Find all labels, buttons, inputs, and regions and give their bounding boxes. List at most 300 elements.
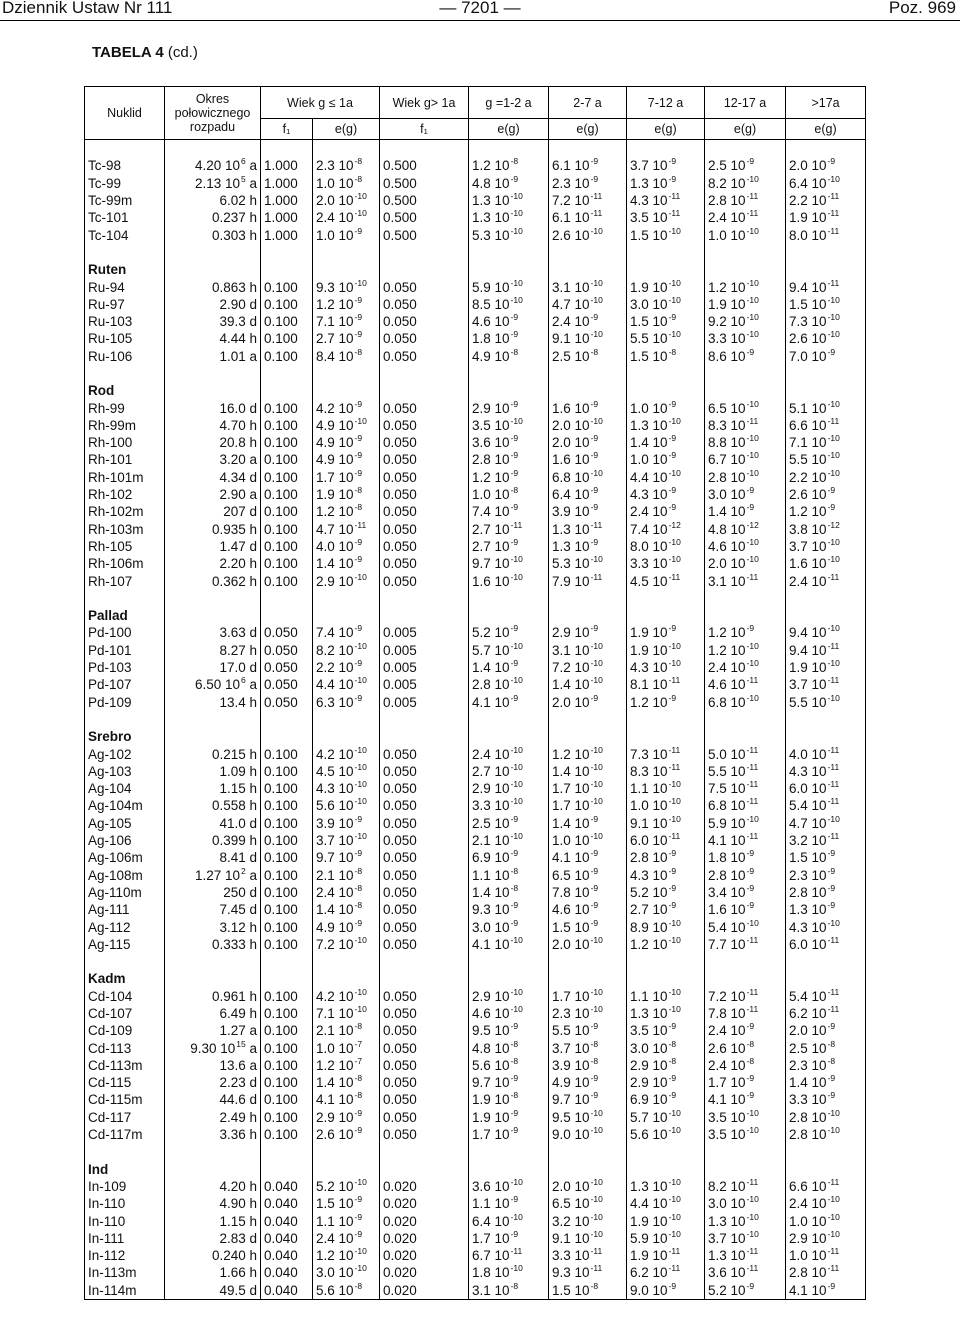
half-life-cell: 4.70 h	[165, 417, 261, 434]
table-row	[85, 192, 866, 209]
half-life-cell: 44.6 d	[165, 1091, 261, 1108]
nuclide-cell: Ag-108m	[85, 866, 165, 883]
eg-age-cell-4: 1.2 $10^{-10}$	[705, 278, 786, 295]
f1-child-cell: 0.005	[380, 676, 469, 693]
empty-cell	[627, 1161, 705, 1178]
half-life-cell: 1.15 h	[165, 780, 261, 797]
eg-age-cell-1: 4.9 $10^{-8}$	[469, 348, 549, 365]
nuclide-cell: Ag-106m	[85, 849, 165, 866]
eg-age-cell-2: 2.4 $10^{-9}$	[549, 313, 627, 330]
eg-age-cell-5: 2.2 $10^{-11}$	[786, 192, 866, 209]
f1-infant-cell: 0.100	[261, 1039, 313, 1056]
table-caption	[92, 44, 198, 61]
empty-cell	[627, 244, 705, 261]
eg-age-cell-2: 3.9 $10^{-9}$	[549, 503, 627, 520]
half-life-cell: 6.49 h	[165, 1005, 261, 1022]
eg-age-cell-1: 2.8 $10^{-10}$	[469, 676, 549, 693]
eg-age-cell-5: 4.3 $10^{-10}$	[786, 918, 866, 935]
eg-infant-cell: 4.7 $10^{-11}$	[313, 521, 380, 538]
table-row	[85, 330, 866, 347]
eg-age-cell-1: 3.0 $10^{-9}$	[469, 918, 549, 935]
empty-cell	[313, 590, 380, 607]
empty-cell	[165, 590, 261, 607]
col-okres: Okres połowicznego rozpadu	[165, 87, 261, 140]
eg-age-cell-4: 4.6 $10^{-11}$	[705, 676, 786, 693]
f1-infant-cell: 0.100	[261, 313, 313, 330]
eg-age-cell-2: 6.1 $10^{-11}$	[549, 209, 627, 226]
empty-cell	[313, 261, 380, 278]
nuclide-cell: Tc-99	[85, 175, 165, 192]
table-row	[85, 572, 866, 589]
eg-age-cell-2: 2.5 $10^{-8}$	[549, 348, 627, 365]
table-row	[85, 1230, 866, 1247]
eg-age-cell-2: 3.2 $10^{-10}$	[549, 1212, 627, 1229]
eg-age-cell-5: 1.4 $10^{-9}$	[786, 1074, 866, 1091]
nuclide-cell: Cd-113m	[85, 1057, 165, 1074]
half-life-cell: 0.863 h	[165, 278, 261, 295]
eg-age-cell-5: 6.4 $10^{-10}$	[786, 175, 866, 192]
nuclide-cell: Rh-101m	[85, 469, 165, 486]
f1-infant-cell: 0.100	[261, 1022, 313, 1039]
half-life-cell: 1.15 h	[165, 1212, 261, 1229]
empty-cell	[627, 590, 705, 607]
eg-age-cell-2: 7.2 $10^{-10}$	[549, 659, 627, 676]
eg-age-cell-1: 1.8 $10^{-10}$	[469, 1264, 549, 1281]
f1-child-cell: 0.050	[380, 434, 469, 451]
empty-cell	[313, 365, 380, 382]
eg-age-cell-5: 5.1 $10^{-10}$	[786, 399, 866, 416]
table-row	[85, 175, 866, 192]
f1-child-cell: 0.050	[380, 832, 469, 849]
eg-age-cell-4: 8.8 $10^{-10}$	[705, 434, 786, 451]
eg-age-cell-4: 7.8 $10^{-11}$	[705, 1005, 786, 1022]
eg-age-cell-1: 1.9 $10^{-9}$	[469, 1109, 549, 1126]
table-row	[85, 884, 866, 901]
table-row	[85, 1057, 866, 1074]
half-life-cell: 2.90 d	[165, 296, 261, 313]
eg-age-cell-4: 7.7 $10^{-11}$	[705, 936, 786, 953]
spacer-row	[85, 590, 866, 607]
table-row	[85, 624, 866, 641]
eg-infant-cell: 2.2 $10^{-9}$	[313, 659, 380, 676]
eg-age-cell-1: 1.1 $10^{-9}$	[469, 1195, 549, 1212]
f1-child-cell: 0.020	[380, 1195, 469, 1212]
empty-cell	[469, 382, 549, 399]
eg-age-cell-5: 6.6 $10^{-11}$	[786, 1178, 866, 1195]
empty-cell	[549, 1161, 627, 1178]
empty-cell	[627, 711, 705, 728]
empty-cell	[261, 607, 313, 624]
eg-age-cell-1: 3.1 $10^{-8}$	[469, 1282, 549, 1300]
table-row	[85, 1264, 866, 1281]
f1-infant-cell: 0.100	[261, 745, 313, 762]
f1-child-cell: 0.005	[380, 642, 469, 659]
group-row	[85, 261, 866, 278]
header-rule	[0, 20, 960, 21]
half-life-cell: 41.0 d	[165, 815, 261, 832]
f1-infant-cell: 0.100	[261, 521, 313, 538]
nuclide-cell: Pd-107	[85, 676, 165, 693]
eg-age-cell-3: 1.9 $10^{-9}$	[627, 624, 705, 641]
empty-cell	[313, 953, 380, 970]
f1-child-cell: 0.500	[380, 226, 469, 243]
half-life-cell: 0.303 h	[165, 226, 261, 243]
empty-cell	[549, 382, 627, 399]
nuclide-cell: Rh-99m	[85, 417, 165, 434]
empty-cell	[469, 261, 549, 278]
empty-cell	[165, 953, 261, 970]
eg-age-cell-2: 2.9 $10^{-9}$	[549, 624, 627, 641]
eg-age-cell-4: 2.6 $10^{-8}$	[705, 1039, 786, 1056]
empty-cell	[705, 953, 786, 970]
half-life-cell: 4.20 $10^6$ a	[165, 157, 261, 174]
table-row	[85, 988, 866, 1005]
f1-child-cell: 0.020	[380, 1230, 469, 1247]
eg-age-cell-1: 1.7 $10^{-9}$	[469, 1230, 549, 1247]
eg-age-cell-5: 6.0 $10^{-11}$	[786, 780, 866, 797]
f1-infant-cell: 0.040	[261, 1195, 313, 1212]
f1-child-cell: 0.050	[380, 1126, 469, 1143]
table-caption-rest: (cd.)	[163, 44, 198, 61]
eg-infant-cell: 4.5 $10^{-10}$	[313, 763, 380, 780]
empty-cell	[786, 261, 866, 278]
eg-age-cell-3: 8.9 $10^{-10}$	[627, 918, 705, 935]
half-life-cell: 2.83 d	[165, 1230, 261, 1247]
eg-age-cell-5: 3.7 $10^{-11}$	[786, 676, 866, 693]
empty-cell	[261, 1143, 313, 1160]
half-life-cell: 0.215 h	[165, 745, 261, 762]
f1-infant-cell: 0.100	[261, 451, 313, 468]
nuclide-cell: Tc-101	[85, 209, 165, 226]
empty-cell	[549, 953, 627, 970]
empty-cell	[85, 953, 165, 970]
eg-age-cell-3: 3.3 $10^{-10}$	[627, 555, 705, 572]
eg-age-cell-2: 2.0 $10^{-9}$	[549, 434, 627, 451]
empty-cell	[261, 953, 313, 970]
half-life-cell: 0.362 h	[165, 572, 261, 589]
empty-cell	[786, 953, 866, 970]
eg-infant-cell: 2.1 $10^{-8}$	[313, 1022, 380, 1039]
eg-age-cell-3: 9.1 $10^{-10}$	[627, 815, 705, 832]
eg-infant-cell: 7.4 $10^{-9}$	[313, 624, 380, 641]
eg-age-cell-3: 4.4 $10^{-10}$	[627, 1195, 705, 1212]
eg-age-cell-2: 1.4 $10^{-10}$	[549, 763, 627, 780]
empty-cell	[705, 970, 786, 987]
eg-age-cell-2: 1.7 $10^{-10}$	[549, 797, 627, 814]
empty-cell	[705, 382, 786, 399]
nuclide-cell: Tc-99m	[85, 192, 165, 209]
half-life-cell: 250 d	[165, 884, 261, 901]
eg-age-cell-4: 3.5 $10^{-10}$	[705, 1109, 786, 1126]
eg-infant-cell: 2.9 $10^{-9}$	[313, 1109, 380, 1126]
spacer-row	[85, 244, 866, 261]
table-row	[85, 157, 866, 174]
f1-infant-cell: 0.100	[261, 849, 313, 866]
f1-child-cell: 0.050	[380, 1022, 469, 1039]
eg-age-cell-3: 2.7 $10^{-9}$	[627, 901, 705, 918]
group-row	[85, 607, 866, 624]
empty-cell	[627, 365, 705, 382]
eg-age-cell-3: 1.3 $10^{-10}$	[627, 1005, 705, 1022]
empty-cell	[165, 140, 261, 158]
table-row	[85, 901, 866, 918]
col-f1-b: f₁	[380, 119, 469, 140]
eg-age-cell-4: 2.4 $10^{-9}$	[705, 1022, 786, 1039]
page-number: — 7201 —	[439, 0, 521, 17]
f1-child-cell: 0.050	[380, 1109, 469, 1126]
table-row	[85, 797, 866, 814]
f1-child-cell: 0.050	[380, 1005, 469, 1022]
f1-infant-cell: 0.100	[261, 538, 313, 555]
empty-cell	[85, 1143, 165, 1160]
empty-cell	[261, 728, 313, 745]
eg-age-cell-5: 2.3 $10^{-9}$	[786, 866, 866, 883]
eg-age-cell-3: 1.3 $10^{-10}$	[627, 417, 705, 434]
eg-infant-cell: 1.2 $10^{-10}$	[313, 1247, 380, 1264]
empty-cell	[380, 590, 469, 607]
eg-age-cell-2: 7.9 $10^{-11}$	[549, 572, 627, 589]
eg-age-cell-1: 5.7 $10^{-10}$	[469, 642, 549, 659]
eg-age-cell-3: 5.9 $10^{-10}$	[627, 1230, 705, 1247]
half-life-cell: 4.20 h	[165, 1178, 261, 1195]
eg-age-cell-2: 4.9 $10^{-9}$	[549, 1074, 627, 1091]
empty-cell	[380, 382, 469, 399]
f1-child-cell: 0.050	[380, 330, 469, 347]
table-row	[85, 451, 866, 468]
eg-age-cell-1: 2.7 $10^{-11}$	[469, 521, 549, 538]
eg-age-cell-2: 9.1 $10^{-10}$	[549, 330, 627, 347]
eg-age-cell-5: 2.2 $10^{-10}$	[786, 469, 866, 486]
f1-child-cell: 0.005	[380, 624, 469, 641]
f1-infant-cell: 1.000	[261, 192, 313, 209]
nuclide-cell: Cd-117m	[85, 1126, 165, 1143]
eg-age-cell-5: 2.4 $10^{-11}$	[786, 572, 866, 589]
f1-child-cell: 0.020	[380, 1178, 469, 1195]
empty-cell	[261, 590, 313, 607]
f1-infant-cell: 0.100	[261, 469, 313, 486]
empty-cell	[549, 1143, 627, 1160]
eg-age-cell-3: 2.8 $10^{-9}$	[627, 849, 705, 866]
table-row	[85, 745, 866, 762]
eg-age-cell-4: 1.9 $10^{-10}$	[705, 296, 786, 313]
empty-cell	[85, 244, 165, 261]
eg-infant-cell: 1.7 $10^{-9}$	[313, 469, 380, 486]
empty-cell	[469, 970, 549, 987]
half-life-cell: 1.66 h	[165, 1264, 261, 1281]
f1-child-cell: 0.050	[380, 936, 469, 953]
empty-cell	[469, 1143, 549, 1160]
f1-child-cell: 0.005	[380, 694, 469, 711]
eg-infant-cell: 4.9 $10^{-9}$	[313, 451, 380, 468]
f1-child-cell: 0.050	[380, 469, 469, 486]
empty-cell	[165, 728, 261, 745]
f1-child-cell: 0.050	[380, 417, 469, 434]
eg-age-cell-2: 2.0 $10^{-10}$	[549, 417, 627, 434]
eg-age-cell-4: 3.6 $10^{-11}$	[705, 1264, 786, 1281]
eg-age-cell-4: 5.4 $10^{-10}$	[705, 918, 786, 935]
empty-cell	[165, 261, 261, 278]
table-row	[85, 1005, 866, 1022]
element-group-label: Ind	[85, 1161, 165, 1178]
f1-infant-cell: 0.100	[261, 572, 313, 589]
eg-age-cell-2: 1.4 $10^{-9}$	[549, 815, 627, 832]
eg-age-cell-2: 5.3 $10^{-10}$	[549, 555, 627, 572]
nuclide-cell: In-109	[85, 1178, 165, 1195]
eg-age-cell-4: 2.8 $10^{-9}$	[705, 866, 786, 883]
nuclide-cell: Ag-104m	[85, 797, 165, 814]
nuclide-cell: Cd-109	[85, 1022, 165, 1039]
eg-infant-cell: 2.4 $10^{-9}$	[313, 1230, 380, 1247]
f1-infant-cell: 0.100	[261, 780, 313, 797]
group-row	[85, 970, 866, 987]
f1-child-cell: 0.050	[380, 486, 469, 503]
half-life-cell: 2.90 a	[165, 486, 261, 503]
table-row	[85, 694, 866, 711]
f1-infant-cell: 0.040	[261, 1178, 313, 1195]
eg-age-cell-3: 3.0 $10^{-10}$	[627, 296, 705, 313]
f1-infant-cell: 0.100	[261, 296, 313, 313]
empty-cell	[469, 711, 549, 728]
eg-age-cell-4: 4.1 $10^{-11}$	[705, 832, 786, 849]
nuclide-cell: Ag-102	[85, 745, 165, 762]
half-life-cell: 1.27 $10^2$ a	[165, 866, 261, 883]
empty-cell	[549, 728, 627, 745]
eg-age-cell-2: 6.5 $10^{-10}$	[549, 1195, 627, 1212]
table-row	[85, 780, 866, 797]
nuclide-cell: Ru-103	[85, 313, 165, 330]
table-row	[85, 417, 866, 434]
eg-age-cell-3: 1.3 $10^{-10}$	[627, 1178, 705, 1195]
f1-child-cell: 0.020	[380, 1212, 469, 1229]
empty-cell	[627, 140, 705, 158]
table-row	[85, 659, 866, 676]
half-life-cell: 13.6 a	[165, 1057, 261, 1074]
eg-age-cell-4: 5.9 $10^{-10}$	[705, 815, 786, 832]
table-row	[85, 1109, 866, 1126]
empty-cell	[469, 140, 549, 158]
f1-infant-cell: 0.100	[261, 417, 313, 434]
col-g27: 2-7 a	[549, 87, 627, 119]
eg-infant-cell: 7.1 $10^{-10}$	[313, 1005, 380, 1022]
f1-child-cell: 0.050	[380, 538, 469, 555]
eg-age-cell-1: 9.7 $10^{-10}$	[469, 555, 549, 572]
f1-infant-cell: 0.100	[261, 936, 313, 953]
col-g12: g =1-2 a	[469, 87, 549, 119]
table-row	[85, 209, 866, 226]
empty-cell	[261, 711, 313, 728]
table-row	[85, 1247, 866, 1264]
f1-child-cell: 0.050	[380, 780, 469, 797]
f1-infant-cell: 0.100	[261, 1091, 313, 1108]
eg-age-cell-3: 6.9 $10^{-9}$	[627, 1091, 705, 1108]
half-life-cell: 2.20 h	[165, 555, 261, 572]
eg-age-cell-2: 9.5 $10^{-10}$	[549, 1109, 627, 1126]
nuclide-cell: Pd-103	[85, 659, 165, 676]
f1-child-cell: 0.020	[380, 1247, 469, 1264]
eg-age-cell-3: 1.0 $10^{-9}$	[627, 399, 705, 416]
eg-age-cell-2: 3.7 $10^{-8}$	[549, 1039, 627, 1056]
empty-cell	[380, 953, 469, 970]
empty-cell	[786, 590, 866, 607]
eg-infant-cell: 1.2 $10^{-9}$	[313, 296, 380, 313]
eg-infant-cell: 3.7 $10^{-10}$	[313, 832, 380, 849]
eg-age-cell-4: 8.6 $10^{-9}$	[705, 348, 786, 365]
eg-age-cell-3: 5.6 $10^{-10}$	[627, 1126, 705, 1143]
eg-infant-cell: 5.2 $10^{-10}$	[313, 1178, 380, 1195]
empty-cell	[261, 382, 313, 399]
eg-age-cell-5: 6.2 $10^{-11}$	[786, 1005, 866, 1022]
empty-cell	[627, 382, 705, 399]
nuclide-cell: In-112	[85, 1247, 165, 1264]
position-number: Poz. 969	[888, 0, 956, 17]
empty-cell	[380, 1161, 469, 1178]
eg-age-cell-2: 1.3 $10^{-11}$	[549, 521, 627, 538]
eg-age-cell-3: 1.2 $10^{-10}$	[627, 936, 705, 953]
eg-age-cell-1: 2.4 $10^{-10}$	[469, 745, 549, 762]
empty-cell	[786, 382, 866, 399]
eg-age-cell-3: 1.0 $10^{-10}$	[627, 797, 705, 814]
f1-infant-cell: 0.100	[261, 797, 313, 814]
empty-cell	[705, 261, 786, 278]
eg-age-cell-5: 1.3 $10^{-9}$	[786, 901, 866, 918]
f1-infant-cell: 0.100	[261, 866, 313, 883]
half-life-cell: 2.23 d	[165, 1074, 261, 1091]
eg-age-cell-5: 9.4 $10^{-11}$	[786, 642, 866, 659]
col-eg-4: e(g)	[627, 119, 705, 140]
eg-age-cell-5: 1.9 $10^{-11}$	[786, 209, 866, 226]
eg-age-cell-2: 6.1 $10^{-9}$	[549, 157, 627, 174]
f1-child-cell: 0.050	[380, 815, 469, 832]
eg-age-cell-1: 2.9 $10^{-10}$	[469, 988, 549, 1005]
eg-infant-cell: 1.0 $10^{-7}$	[313, 1039, 380, 1056]
half-life-cell: 1.09 h	[165, 763, 261, 780]
nuclide-cell: Rh-106m	[85, 555, 165, 572]
eg-age-cell-4: 1.3 $10^{-11}$	[705, 1247, 786, 1264]
eg-age-cell-1: 9.7 $10^{-9}$	[469, 1074, 549, 1091]
table-row	[85, 521, 866, 538]
empty-cell	[705, 1143, 786, 1160]
eg-age-cell-5: 6.0 $10^{-11}$	[786, 936, 866, 953]
eg-age-cell-5: 2.8 $10^{-10}$	[786, 1109, 866, 1126]
empty-cell	[549, 607, 627, 624]
element-group-label: Rod	[85, 382, 165, 399]
eg-age-cell-5: 5.4 $10^{-11}$	[786, 988, 866, 1005]
half-life-cell: 49.5 d	[165, 1282, 261, 1300]
spacer-row	[85, 140, 866, 158]
eg-age-cell-5: 1.0 $10^{-11}$	[786, 1247, 866, 1264]
eg-age-cell-4: 9.2 $10^{-10}$	[705, 313, 786, 330]
half-life-cell: 4.90 h	[165, 1195, 261, 1212]
empty-cell	[786, 1143, 866, 1160]
nuclide-cell: Tc-104	[85, 226, 165, 243]
eg-age-cell-2: 1.6 $10^{-9}$	[549, 399, 627, 416]
empty-cell	[165, 607, 261, 624]
table-caption-bold: TABELA 4	[92, 44, 164, 61]
f1-infant-cell: 0.100	[261, 815, 313, 832]
eg-age-cell-2: 2.6 $10^{-10}$	[549, 226, 627, 243]
eg-infant-cell: 1.0 $10^{-8}$	[313, 175, 380, 192]
empty-cell	[469, 607, 549, 624]
spacer-row	[85, 953, 866, 970]
eg-age-cell-1: 1.4 $10^{-8}$	[469, 884, 549, 901]
empty-cell	[165, 365, 261, 382]
eg-age-cell-4: 1.3 $10^{-10}$	[705, 1212, 786, 1229]
eg-infant-cell: 2.1 $10^{-8}$	[313, 866, 380, 883]
eg-age-cell-2: 5.5 $10^{-9}$	[549, 1022, 627, 1039]
eg-age-cell-4: 2.4 $10^{-11}$	[705, 209, 786, 226]
eg-age-cell-5: 9.4 $10^{-11}$	[786, 278, 866, 295]
eg-age-cell-3: 1.9 $10^{-11}$	[627, 1247, 705, 1264]
